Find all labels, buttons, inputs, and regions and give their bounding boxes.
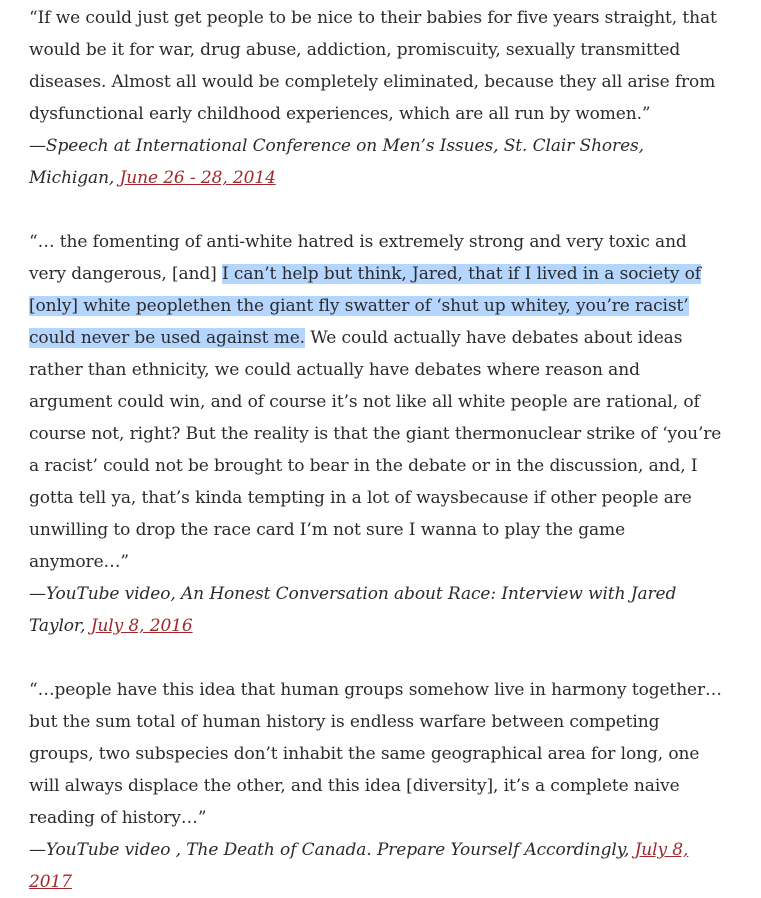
attribution-source: —YouTube video , The Death of Canada. Prepare Yourself Accordingly, [29,840,635,860]
source-date-link[interactable]: June 26 - 28, 2014 [119,168,276,188]
quote-text-before: “… the fomenting of anti-white hatred is extremely strong and very toxic and very dangerous, [and] [29,232,687,284]
quote-attribution [29,578,727,642]
attribution-source: —YouTube video, An Honest Conversation about Race: Interview with Jared Taylor, [29,584,677,636]
quote-text: “…people have this idea that human groups somehow live in harmony together…but the sum total of human history is endless warfare between competing groups, two subspecies don’t inhabit the same geographical area for long, one will always displace the other, and this idea [diversity], it’s a complete naive reading of history…” [29,680,722,828]
quote-block-2 [29,226,727,642]
selected-text-highlight[interactable]: I can’t help but think, Jared, that if I lived in a society of [only] white peoplethen the giant fly swatter of ‘shut up whitey, you’re racist’ could never be used against me. [29,264,701,348]
quote-text-after: We could actually have debates about ideas rather than ethnicity, we could actually have debates where reason and argument could win, and of course it’s not like all white people are rational, of course not, right? But the reality is that the giant thermonuclear strike of ‘you’re a racist’ could not be brought to bear in the debate or in the discussion, and, I gotta tell ya, that’s kinda tempting in a lot of waysbecause if other people are unwilling to drop the race card I’m not sure I wanna to play the game anymore…” [29,328,722,572]
quote-block-1 [29,2,727,194]
attribution-source: —Speech at International Conference on Men’s Issues, St. Clair Shores, Michigan, [29,136,644,188]
source-date-link[interactable]: July 8, 2017 [29,840,689,892]
quote-block-3 [29,674,727,898]
quote-text [29,226,727,578]
source-date-link[interactable]: July 8, 2016 [90,616,193,636]
quote-text: “If we could just get people to be nice to their babies for five years straight, that would be it for war, drug abuse, addiction, promiscuity, sexually transmitted diseases. Almost all would be completely eliminated, because they all arise from dysfunctional early childhood experiences, which are all run by women.” [29,8,717,124]
quote-attribution [29,834,727,898]
quote-attribution [29,130,727,194]
